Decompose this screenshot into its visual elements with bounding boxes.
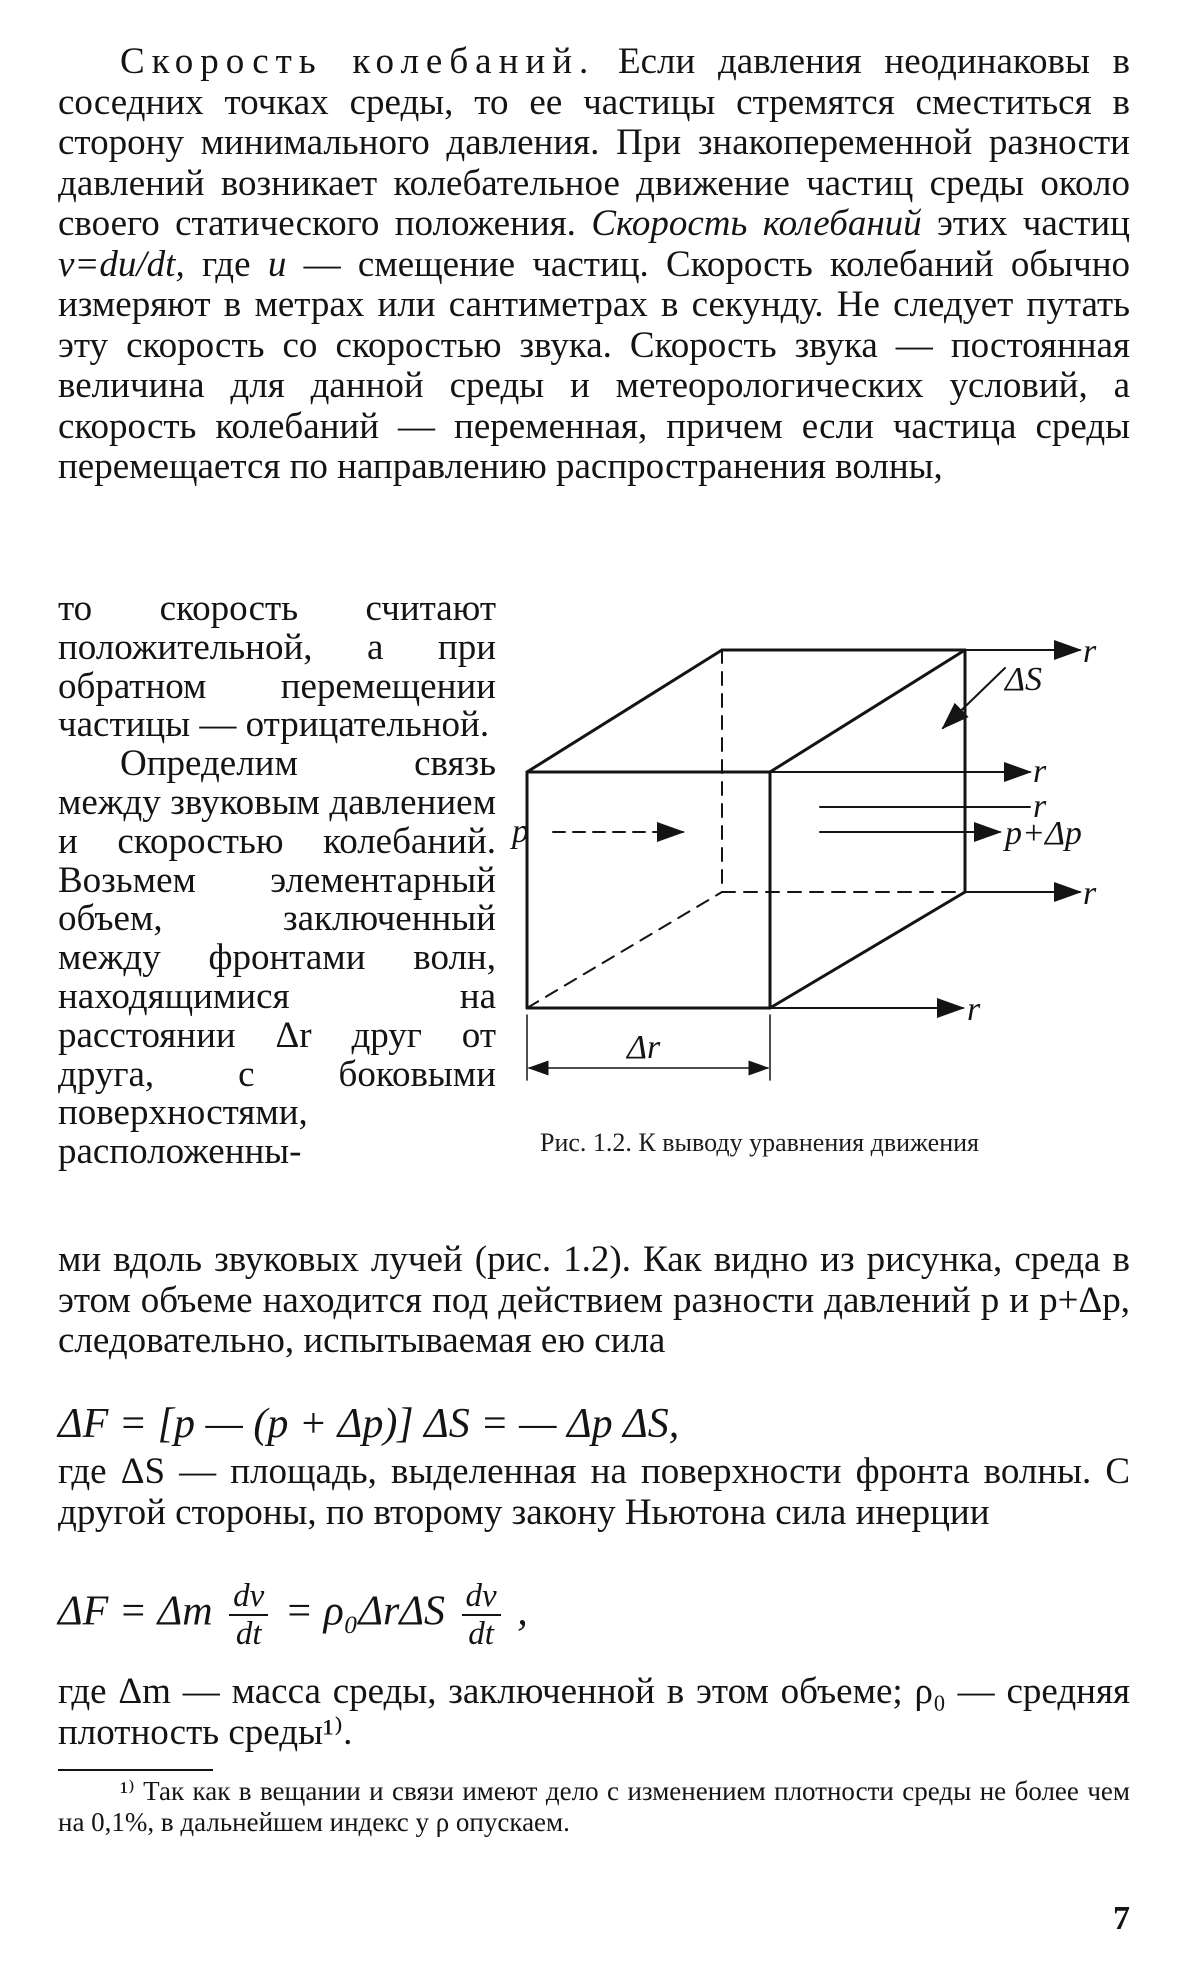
cube-edge-br xyxy=(770,892,965,1008)
fraction-dv-dt xyxy=(229,1578,268,1652)
delta-s-pointer xyxy=(943,668,1005,728)
paragraph-text-d: — смещение частиц. Скорость колебаний обычно измеряют в метрах или сантиметрах в секунду. Не следует путать эту скорость со скоростью звука. Скорость звука — постоянная величина для данной среды и метеорологических условий, а скорость колебаний — переменная, причем если частица среды перемещается по направлению распространения волны, xyxy=(58,243,1130,487)
formula-2-left: ΔF = Δm xyxy=(58,1588,213,1635)
bottom-text xyxy=(58,1240,1130,1362)
label-r-bottom: r xyxy=(967,991,981,1028)
footnote-rule xyxy=(58,1769,213,1771)
frac-num: dv xyxy=(229,1578,268,1616)
italic-term: Скорость колебаний xyxy=(591,203,922,244)
label-r-mid: r xyxy=(1033,753,1047,790)
label-r-top: r xyxy=(1083,633,1097,670)
cube-edge-tr xyxy=(770,650,965,772)
label-p: p xyxy=(512,813,529,850)
bottom-text-3 xyxy=(58,1672,1130,1753)
label-delta-s: ΔS xyxy=(1005,661,1042,698)
bottom-text-2 xyxy=(58,1452,1130,1533)
label-delta-r: Δr xyxy=(627,1029,661,1066)
formula-2-end: , xyxy=(517,1588,528,1635)
formula-2-mid: = ρ₀ΔrΔS xyxy=(284,1588,446,1635)
cube-edge-tl xyxy=(527,650,722,772)
paragraph-text-c: где xyxy=(184,243,268,285)
figure-caption: Рис. 1.2. К выводу уравнения движения xyxy=(540,1128,980,1157)
figure-1-2 xyxy=(512,620,1155,1180)
continuation-text: то скорость считают положительной, а при обратном перемещении частицы — отрицательной. xyxy=(58,588,496,746)
cube-hidden-diagonal xyxy=(527,892,722,1008)
fraction-dv-dt-2 xyxy=(462,1578,501,1652)
frac-num-2: dv xyxy=(462,1578,501,1616)
page-number: 7 xyxy=(1113,1900,1130,1937)
formula-inertia xyxy=(58,1578,528,1652)
cube-diagram xyxy=(512,620,1155,1120)
frac-den-2: dt xyxy=(468,1616,494,1652)
paragraph-2: Определим связь между звуковым давлением и скоростью колебаний. Возьмем элементарный объем, заключенный между фронтами волн, находящимися на расстоянии Δr друг от друга, с боковыми поверхностями, расположенны- xyxy=(58,743,496,1173)
narrow-column xyxy=(58,590,496,1172)
paragraph-text-b: этих частиц xyxy=(921,203,1130,244)
frac-den: dt xyxy=(235,1616,262,1652)
footnote: ¹⁾ Так как в вещании и связи имеют дело с изменением плотности среды не более чем на 0,1%, в дальнейшем индекс у ρ опускаем. xyxy=(58,1776,1130,1837)
label-r-back: r xyxy=(1083,875,1097,912)
top-paragraph xyxy=(58,42,1130,488)
bottom-paragraph-1: ми вдоль звуковых лучей (рис. 1.2). Как видно из рисунка, среда в этом объеме находится под действием разности давлений p и p+Δp, следовательно, испытываемая ею сила xyxy=(58,1239,1130,1361)
formula-force: ΔF = [p — (p + Δp)] ΔS = — Δp ΔS, xyxy=(58,1401,680,1447)
section-lead-in: Скорость колебаний. xyxy=(120,41,596,82)
velocity-formula: v=du/dt, xyxy=(58,243,185,285)
label-r-mid2: r xyxy=(1033,788,1047,825)
bottom-paragraph-2: где ΔS — площадь, выделенная на поверхности фронта волны. С другой стороны, по второму закону Ньютона сила инерции xyxy=(58,1451,1130,1533)
paragraph-text-a: Если давления неодинаковы в соседних точках среды, то ее частицы стремятся сместиться в сторону минимального давления. При знакопеременной разности давлений возникает колебательное движение частиц среды около своего статического положения. xyxy=(58,41,1130,244)
var-u: u xyxy=(267,243,287,285)
label-p-plus-dp: p+Δp xyxy=(1005,815,1082,852)
bottom-paragraph-3: где Δm — масса среды, заключенной в этом объеме; ρ₀ — средняя плотность среды¹⁾. xyxy=(58,1671,1130,1753)
